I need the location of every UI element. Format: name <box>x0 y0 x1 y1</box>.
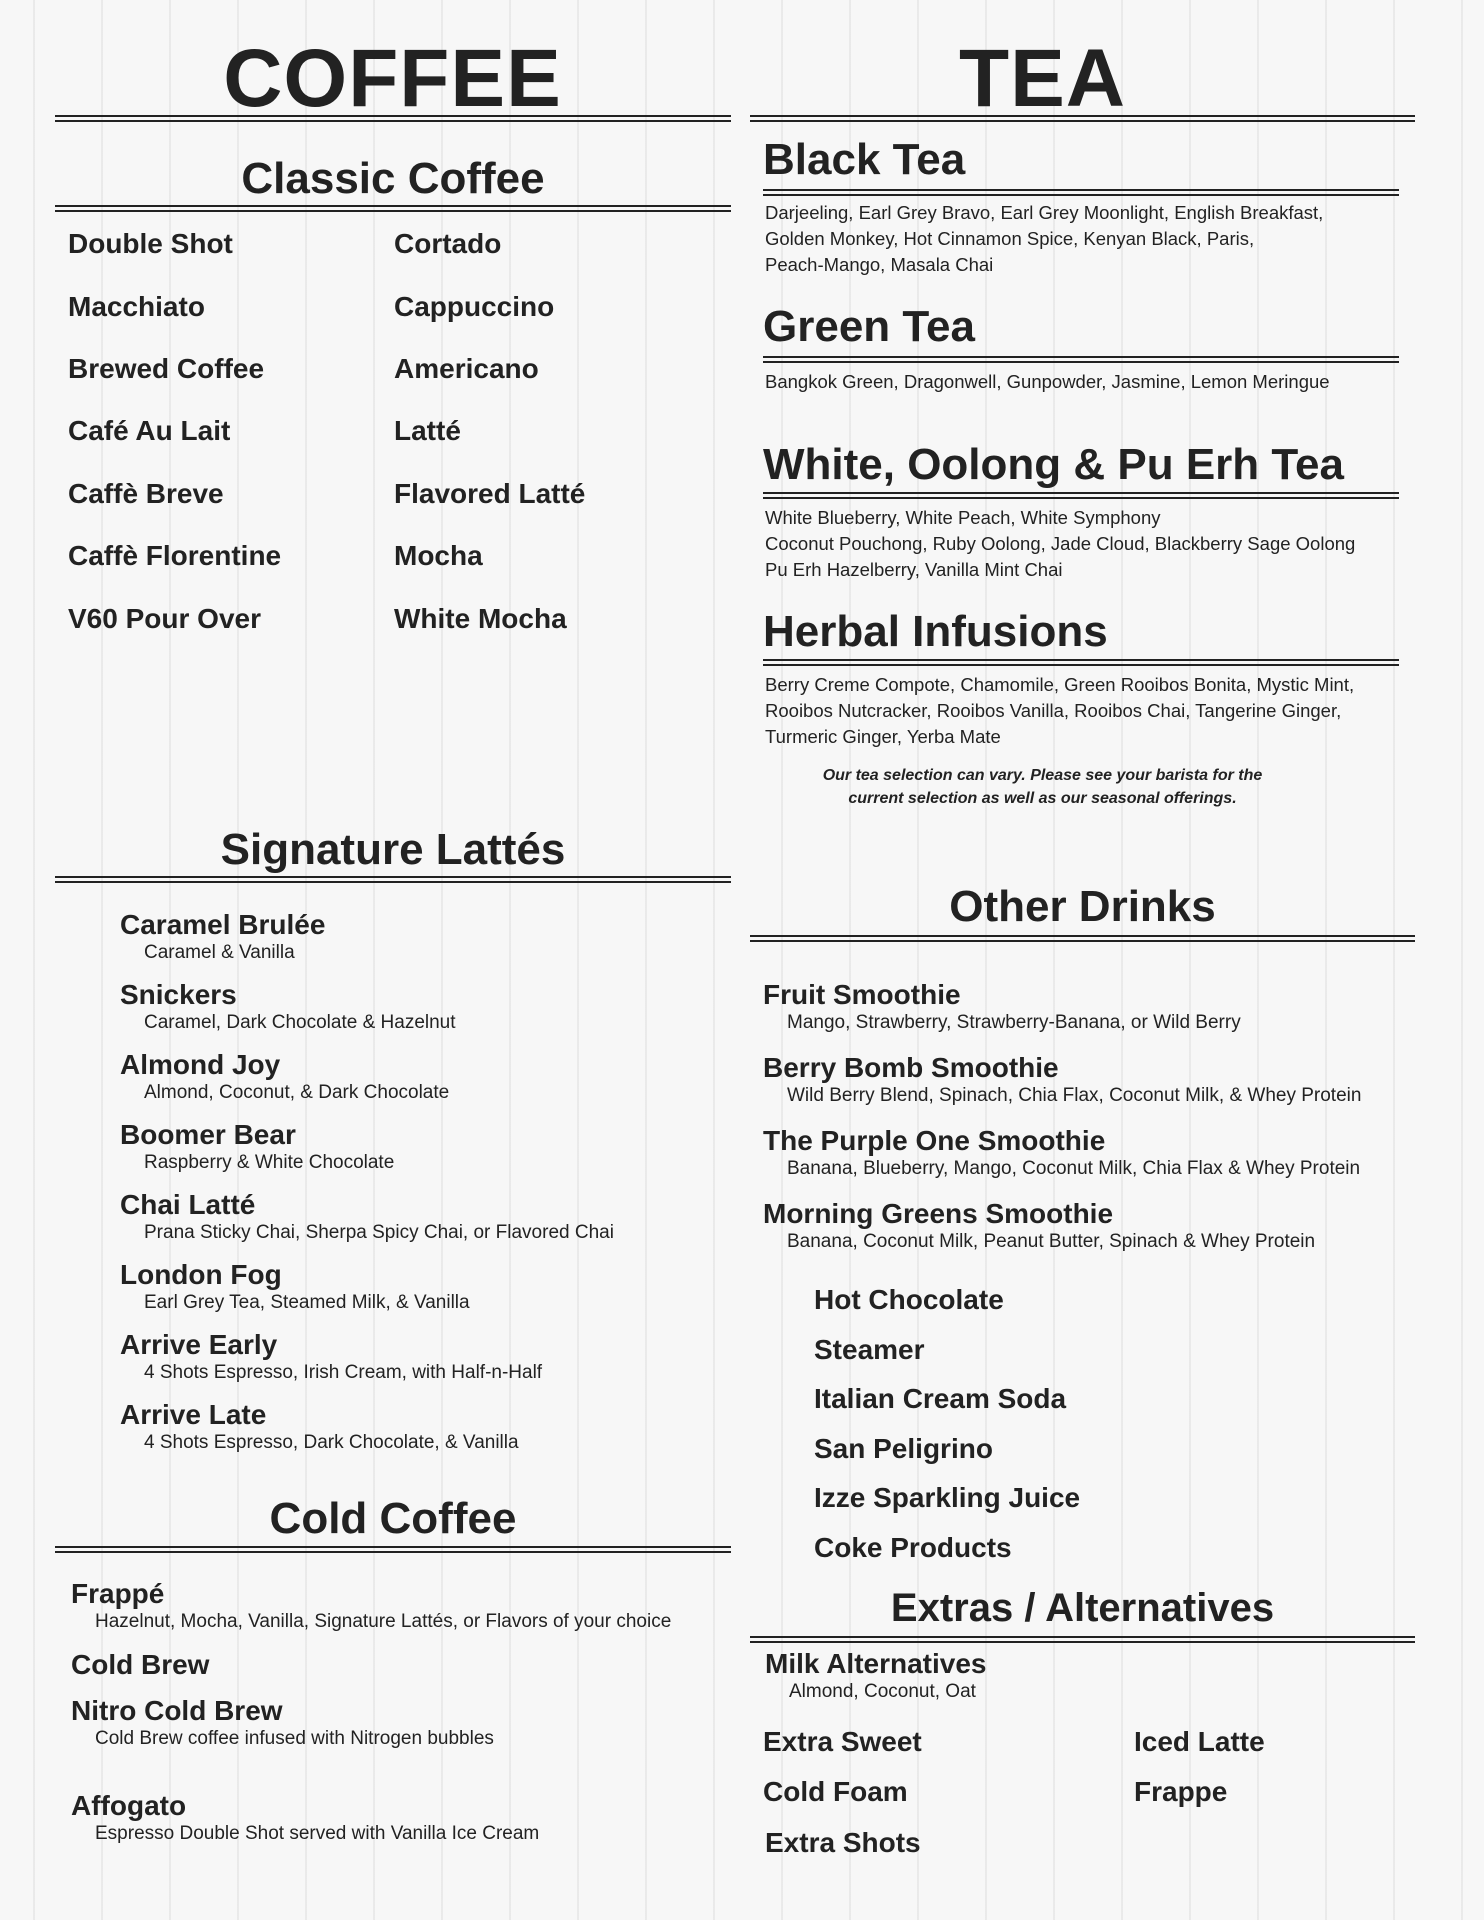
menu-item: Latté <box>394 415 461 446</box>
tea-line: Rooibos Nutcracker, Rooibos Vanilla, Rooibos Chai, Tangerine Ginger, <box>765 700 1342 721</box>
menu-item-desc: Espresso Double Shot served with Vanilla Ice Cream <box>95 1823 540 1844</box>
menu-item-name: Chai Latté <box>120 1189 256 1220</box>
tea-line: Peach-Mango, Masala Chai <box>765 254 994 275</box>
menu-item-name: London Fog <box>120 1259 282 1290</box>
menu-item: Hot Chocolate <box>814 1284 1004 1315</box>
menu-item-name: Boomer Bear <box>120 1119 296 1150</box>
tea-note <box>740 764 1345 810</box>
tea-line: Pu Erh Hazelberry, Vanilla Mint Chai <box>765 559 1063 580</box>
tea-line: Bangkok Green, Dragonwell, Gunpowder, Jasmine, Lemon Meringue <box>765 371 1330 392</box>
menu-item: Frappe <box>1134 1776 1228 1807</box>
tea-title: TEA <box>959 33 1126 124</box>
menu-item-desc: Raspberry & White Chocolate <box>144 1152 395 1173</box>
menu-item-desc: Mango, Strawberry, Strawberry-Banana, or Wild Berry <box>787 1012 1241 1033</box>
menu-item: Extra Sweet <box>763 1726 922 1757</box>
black-tea-list <box>765 200 1323 278</box>
menu-item-desc: Wild Berry Blend, Spinach, Chia Flax, Coconut Milk, & Whey Protein <box>787 1085 1362 1106</box>
menu-item-name: Caramel Brulée <box>120 909 326 940</box>
menu-item: Mocha <box>394 540 483 571</box>
menu-item: Double Shot <box>68 228 233 259</box>
green-tea-title: Green Tea <box>763 302 975 351</box>
menu-item-desc: Banana, Coconut Milk, Peanut Butter, Spinach & Whey Protein <box>787 1231 1316 1252</box>
menu-item-name: Almond Joy <box>120 1049 281 1080</box>
tea-line: Berry Creme Compote, Chamomile, Green Rooibos Bonita, Mystic Mint, <box>765 674 1355 695</box>
tea-note-line: Our tea selection can vary. Please see your barista for the <box>822 767 1263 784</box>
green-tea-list <box>765 369 1330 395</box>
menu-item-name: Snickers <box>120 979 237 1010</box>
tea-line: Golden Monkey, Hot Cinnamon Spice, Kenyan Black, Paris, <box>765 228 1255 249</box>
menu-item: Caffè Breve <box>68 478 224 509</box>
cold-coffee-divider <box>55 1546 731 1553</box>
menu-item: Caffè Florentine <box>68 540 282 571</box>
coffee-title-divider <box>55 115 731 122</box>
tea-line: Coconut Pouchong, Ruby Oolong, Jade Cloud, Blackberry Sage Oolong <box>765 533 1356 554</box>
menu-item-desc: Caramel, Dark Chocolate & Hazelnut <box>144 1012 456 1033</box>
herbal-infusions-list <box>765 672 1354 750</box>
menu-item-desc: Caramel & Vanilla <box>144 942 295 963</box>
menu-item: White Mocha <box>394 603 567 634</box>
menu-item: Flavored Latté <box>394 478 586 509</box>
menu-item-name: Frappé <box>71 1578 165 1609</box>
other-drinks-title: Other Drinks <box>949 882 1216 931</box>
white-oolong-divider <box>763 492 1399 499</box>
tea-line: Darjeeling, Earl Grey Bravo, Earl Grey Moonlight, English Breakfast, <box>765 202 1324 223</box>
white-oolong-title: White, Oolong & Pu Erh Tea <box>763 440 1344 489</box>
menu-item-name: Arrive Early <box>120 1329 278 1360</box>
menu-item-desc: Almond, Coconut, Oat <box>789 1681 976 1702</box>
green-tea-divider <box>763 356 1399 363</box>
menu-item-name: Affogato <box>71 1790 187 1821</box>
menu-item: Italian Cream Soda <box>814 1383 1067 1414</box>
menu-item: Coke Products <box>814 1532 1012 1563</box>
menu-item-desc: Almond, Coconut, & Dark Chocolate <box>144 1082 450 1103</box>
tea-title-divider <box>750 115 1415 122</box>
menu-item: Extra Shots <box>765 1827 921 1858</box>
menu-item-desc: 4 Shots Espresso, Dark Chocolate, & Vanilla <box>144 1432 519 1453</box>
menu-item-desc: Hazelnut, Mocha, Vanilla, Signature Lattés, or Flavors of your choice <box>95 1611 672 1632</box>
menu-item: Americano <box>394 353 539 384</box>
classic-coffee-title: Classic Coffee <box>241 154 545 203</box>
menu-item: Steamer <box>814 1334 925 1365</box>
menu-item: Cold Foam <box>763 1776 908 1807</box>
menu-item: Cortado <box>394 228 502 259</box>
menu-item: Café Au Lait <box>68 415 231 446</box>
other-drinks-divider <box>750 935 1415 942</box>
menu-item-desc: Cold Brew coffee infused with Nitrogen bubbles <box>95 1728 494 1749</box>
signature-lattes-title: Signature Lattés <box>220 825 566 874</box>
menu-item: Macchiato <box>68 291 205 322</box>
herbal-infusions-title: Herbal Infusions <box>763 607 1108 656</box>
tea-note-line: current selection as well as our seasonal offerings. <box>848 790 1237 807</box>
menu-item-name: The Purple One Smoothie <box>763 1125 1106 1156</box>
classic-coffee-divider <box>55 205 731 212</box>
menu-item-name: Berry Bomb Smoothie <box>763 1052 1059 1083</box>
white-oolong-list <box>765 505 1355 583</box>
tea-line: White Blueberry, White Peach, White Symphony <box>765 507 1161 528</box>
menu-item-name: Nitro Cold Brew <box>71 1695 283 1726</box>
menu-item: Iced Latte <box>1134 1726 1265 1757</box>
menu-item-name: Cold Brew <box>71 1649 210 1680</box>
menu-item: Brewed Coffee <box>68 353 265 384</box>
tea-line: Turmeric Ginger, Yerba Mate <box>765 726 1001 747</box>
menu-item-name: Milk Alternatives <box>765 1648 987 1679</box>
signature-lattes-divider <box>55 876 731 883</box>
menu-item-desc: Banana, Blueberry, Mango, Coconut Milk, Chia Flax & Whey Protein <box>787 1158 1361 1179</box>
menu-item-desc: Prana Sticky Chai, Sherpa Spicy Chai, or Flavored Chai <box>144 1222 614 1243</box>
menu-item-desc: Earl Grey Tea, Steamed Milk, & Vanilla <box>144 1292 470 1313</box>
menu-item-desc: 4 Shots Espresso, Irish Cream, with Half-n-Half <box>144 1362 543 1383</box>
menu-item: Izze Sparkling Juice <box>814 1482 1081 1513</box>
herbal-infusions-divider <box>763 659 1399 666</box>
extras-title: Extras / Alternatives <box>890 1586 1275 1630</box>
menu-item-name: Morning Greens Smoothie <box>763 1198 1114 1229</box>
cold-coffee-title: Cold Coffee <box>269 1494 517 1543</box>
extras-divider <box>750 1636 1415 1643</box>
menu-item: V60 Pour Over <box>68 603 261 634</box>
coffee-title: COFFEE <box>223 33 562 124</box>
black-tea-divider <box>763 189 1399 196</box>
menu-item: San Peligrino <box>814 1433 993 1464</box>
menu-item-name: Fruit Smoothie <box>763 979 961 1010</box>
menu-item: Cappuccino <box>394 291 555 322</box>
menu-item-name: Arrive Late <box>120 1399 267 1430</box>
black-tea-title: Black Tea <box>763 135 966 184</box>
